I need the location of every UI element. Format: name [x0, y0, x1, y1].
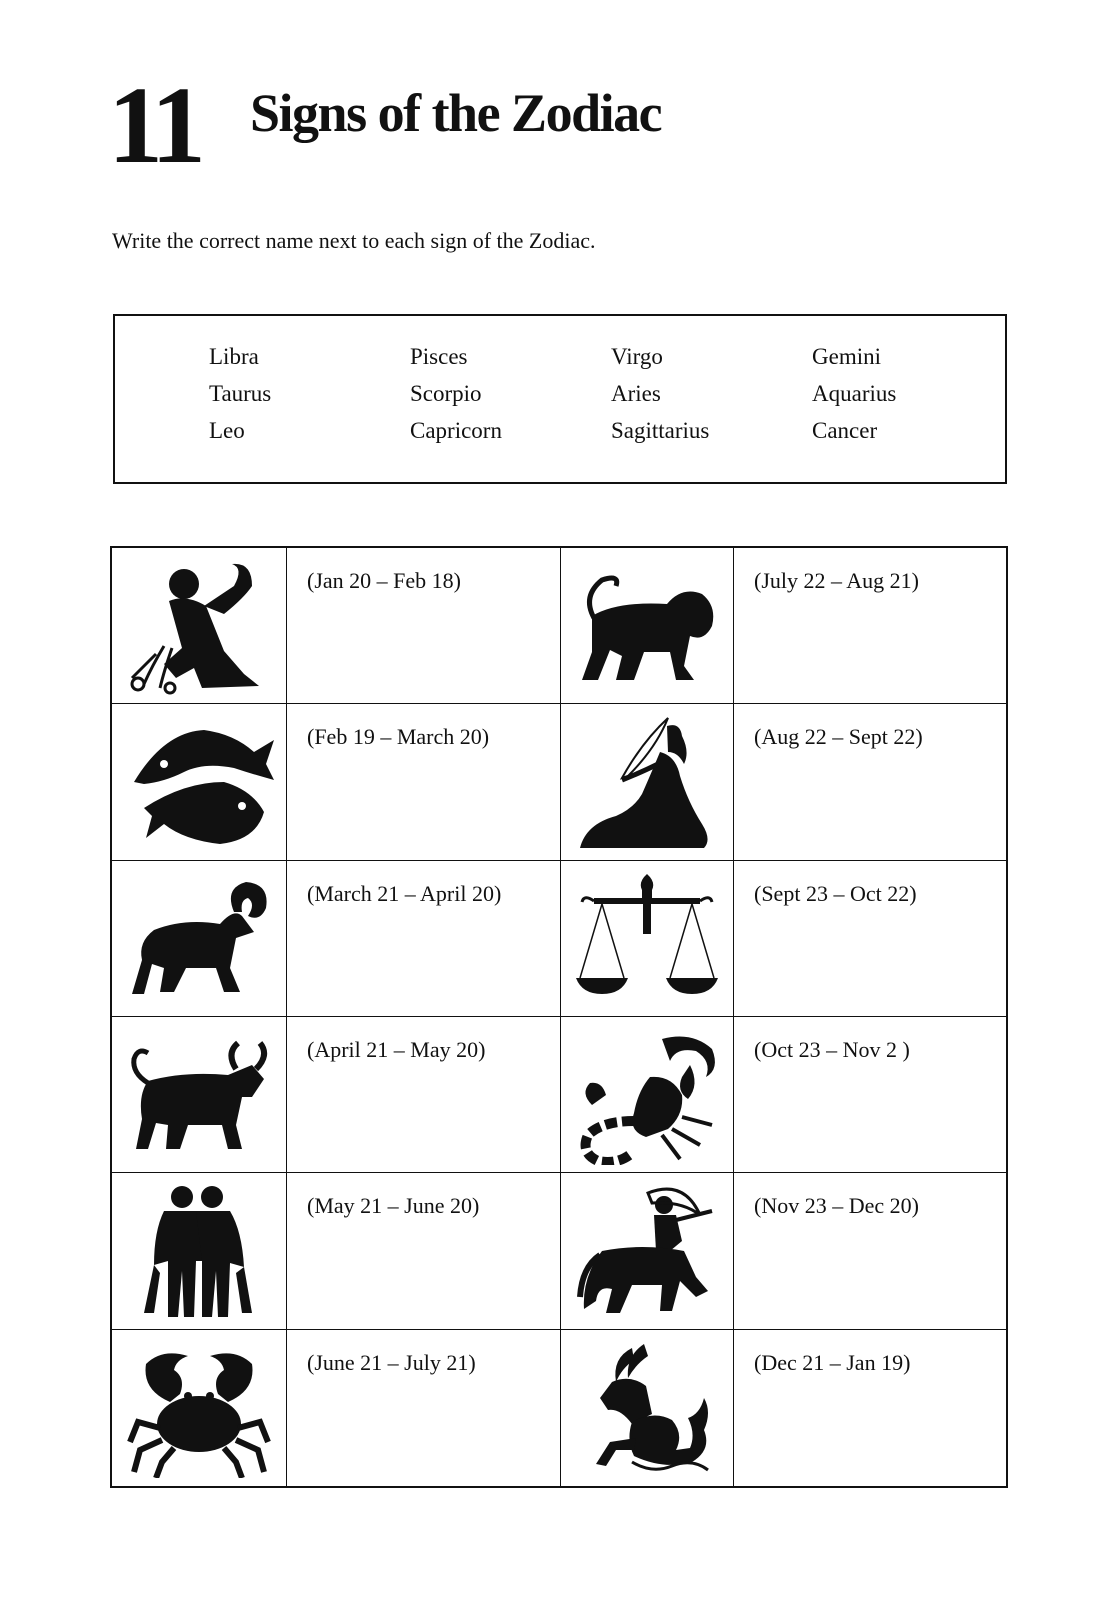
zodiac-table [110, 546, 1008, 1488]
symbol-cell [112, 704, 287, 860]
date-cell [287, 1330, 561, 1486]
leo-icon [572, 556, 722, 696]
gemini-icon [124, 1181, 274, 1321]
date-cell [287, 704, 561, 860]
instruction-text: Write the correct name next to each sign of the Zodiac. [112, 228, 596, 253]
virgo-icon [572, 712, 722, 852]
word-item: Aquarius [812, 381, 897, 406]
answer-field-scorpio[interactable] [754, 1118, 986, 1148]
date-range: (Jan 20 – Feb 18) [307, 568, 461, 593]
sagittarius-icon [572, 1181, 722, 1321]
date-range: (March 21 – April 20) [307, 880, 502, 906]
date-cell [734, 1330, 1006, 1486]
date-cell [287, 548, 561, 704]
word-item: Aries [611, 381, 661, 406]
answer-field-pisces[interactable] [307, 806, 540, 836]
date-range: (May 21 – June 20) [307, 1193, 480, 1219]
symbol-cell [561, 548, 734, 704]
word-list [209, 344, 1013, 455]
date-cell [287, 1017, 561, 1173]
word-item: Sagittarius [611, 418, 710, 443]
aquarius-icon [124, 556, 274, 696]
date-cell [734, 704, 1006, 860]
date-range: (June 21 – July 21) [307, 1349, 476, 1375]
symbol-cell [561, 1017, 734, 1173]
symbol-cell [112, 1017, 287, 1173]
answer-field-sagittarius[interactable] [754, 1275, 986, 1305]
word-item: Taurus [209, 381, 272, 406]
libra-icon [572, 868, 722, 1008]
answer-field-leo[interactable] [754, 649, 986, 679]
word-item: Gemini [812, 344, 881, 369]
date-range: (Sept 23 – Oct 22) [754, 880, 917, 906]
date-range: (April 21 – May 20) [307, 1036, 486, 1062]
date-cell [734, 548, 1006, 704]
date-cell [734, 1017, 1006, 1173]
symbol-cell [112, 861, 287, 1017]
page-title: Signs of the Zodiac [250, 83, 662, 143]
symbol-cell [561, 1330, 734, 1486]
scorpio-icon [572, 1025, 722, 1165]
unit-number: 11 [108, 64, 200, 186]
answer-field-capricorn[interactable] [754, 1432, 986, 1462]
symbol-cell [112, 548, 287, 704]
word-item: Scorpio [410, 381, 482, 406]
word-item: Libra [209, 344, 259, 369]
taurus-icon [124, 1025, 274, 1165]
date-range: (Dec 21 – Jan 19) [754, 1349, 911, 1375]
answer-field-gemini[interactable] [307, 1275, 540, 1305]
date-cell [287, 1173, 561, 1329]
word-item: Pisces [410, 344, 468, 369]
date-cell [734, 1173, 1006, 1329]
cancer-icon [124, 1338, 274, 1478]
date-cell [734, 861, 1006, 1017]
answer-field-aquarius[interactable] [307, 649, 540, 679]
date-cell [287, 861, 561, 1017]
date-range: (Nov 23 – Dec 20) [754, 1193, 919, 1219]
date-range: (Aug 22 – Sept 22) [754, 724, 923, 750]
symbol-cell [112, 1173, 287, 1329]
word-box [113, 314, 1007, 484]
symbol-cell [561, 861, 734, 1017]
symbol-cell [112, 1330, 287, 1486]
aries-icon [124, 868, 274, 1008]
answer-field-aries[interactable] [307, 962, 540, 992]
answer-field-cancer[interactable] [307, 1432, 540, 1462]
date-range: (July 22 – Aug 21) [754, 568, 919, 593]
date-range: (Oct 23 – Nov 2 ) [754, 1036, 910, 1062]
word-item: Cancer [812, 418, 878, 443]
date-range: (Feb 19 – March 20) [307, 724, 490, 750]
answer-field-virgo[interactable] [754, 806, 986, 836]
answer-field-taurus[interactable] [307, 1118, 540, 1148]
answer-field-libra[interactable] [754, 962, 986, 992]
capricorn-icon [572, 1338, 722, 1478]
word-item: Leo [209, 418, 245, 443]
word-item: Capricorn [410, 418, 502, 443]
symbol-cell [561, 704, 734, 860]
pisces-icon [124, 712, 274, 852]
symbol-cell [561, 1173, 734, 1329]
word-item: Virgo [611, 344, 663, 369]
